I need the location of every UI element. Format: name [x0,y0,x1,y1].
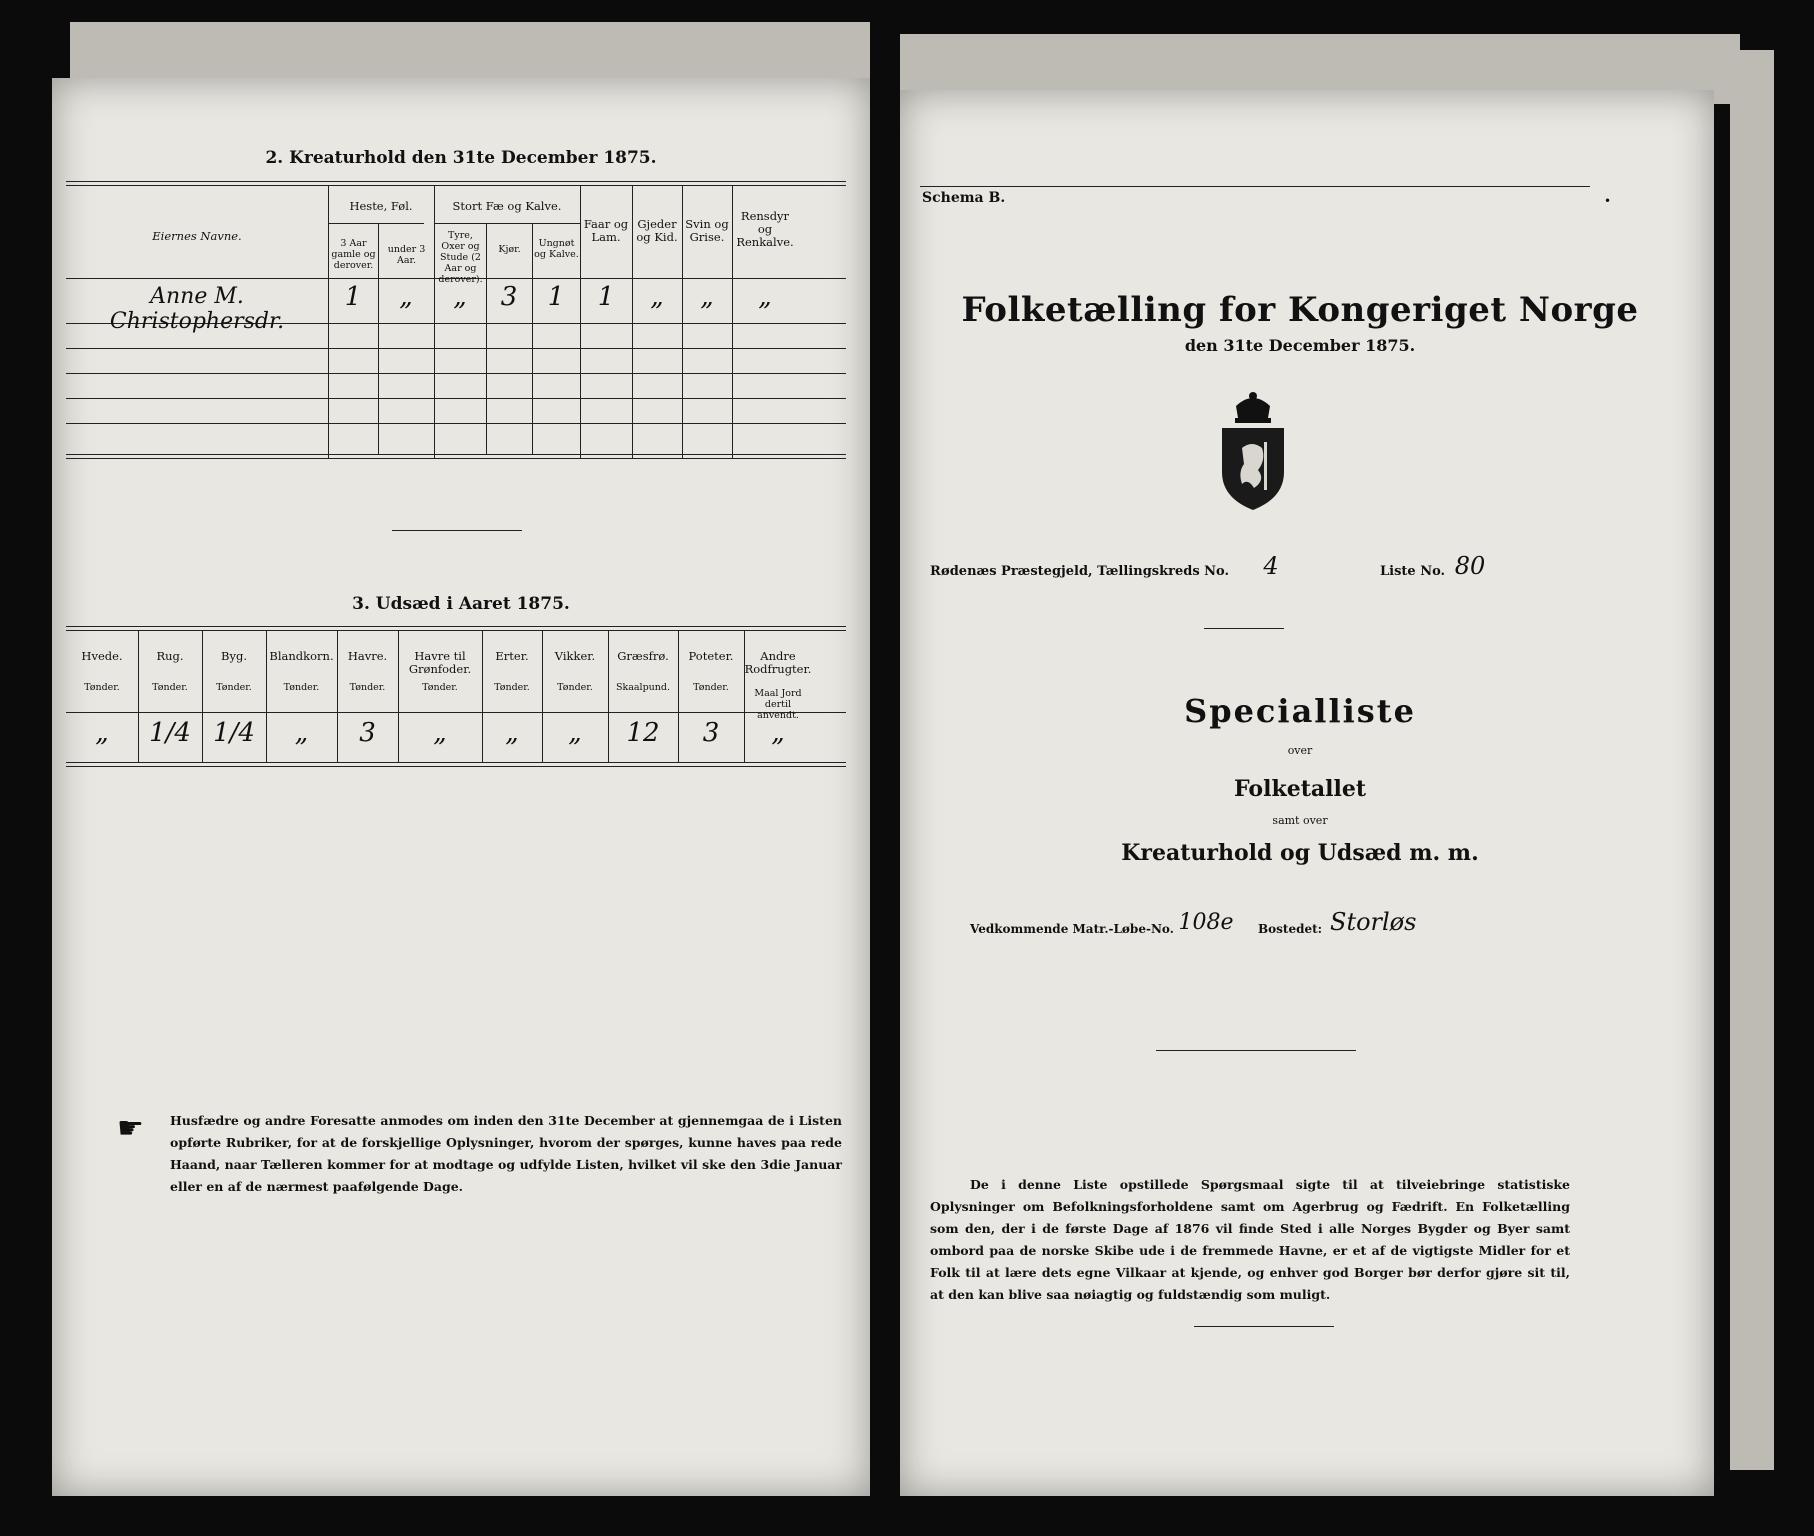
heste-header: Heste, Føl. [349,199,413,213]
right-page [900,90,1714,1496]
seed-col-unit: Tønder. [693,682,729,693]
seed-col-header: Havre til Grønfoder. [408,649,472,676]
faar-header: Faar og Lam. [583,217,629,244]
storfe-header: Stort Fæ og Kalve. [452,199,562,213]
matr-label: Vedkommende Matr.-Løbe-No. [970,922,1174,936]
seed-cell: 3 [359,718,376,748]
seed-cell: „ [771,718,785,748]
seed-col-unit: Skaalpund. [615,682,671,693]
seed-cell: 3 [702,718,720,748]
tellingskreds-number: 4 [1263,552,1279,580]
dot-mark: • [1604,194,1612,208]
table-rule [66,373,846,374]
table-rule [66,766,846,767]
table-rule [66,762,846,763]
table-rule [328,223,424,224]
left-page [52,78,870,1496]
gjeder-header: Gjeder og Kid. [636,217,678,244]
specialliste-title: Specialliste [1184,692,1416,730]
kjor-subheader: Kjør. [498,244,521,255]
seed-col-header: Havre. [347,649,388,663]
table-rule [434,185,435,458]
seed-col-unit: Tønder. [422,682,458,693]
coat-of-arms-icon [1208,388,1298,514]
folketallet-title: Folketallet [1234,776,1366,802]
table-rule [66,630,846,631]
matr-number: 108e [1178,910,1234,935]
seed-col-unit: Tønder. [557,682,593,693]
header-rule [920,186,1590,187]
seed-col-header: Erter. [495,649,529,663]
main-title: Folketælling for Kongeriget Norge [961,290,1639,330]
seed-col-unit: Tønder. [349,682,386,693]
date-line: den 31te December 1875. [1184,336,1416,355]
table-rule [66,185,846,186]
seed-cell: „ [505,718,519,748]
divider [1204,628,1284,629]
rensdyr-header: Rensdyr og Renkalve. [736,209,794,249]
owner-name: Anne M. Christophersdr. [109,284,285,334]
table-rule [66,423,846,424]
seed-cell: 1/4 [149,718,191,748]
seed-col-unit: Tønder. [84,682,120,693]
pointing-hand-icon: ☛ [117,1111,144,1146]
kreaturhold-title: Kreaturhold og Udsæd m. m. [1121,840,1479,866]
intro-text: De i denne Liste opstillede Spørgsmaal sigte til at tilveiebringe statistiske Oplysninger om Befolkningsforholdene samt om Agerbrug og Fædrift. En Folketælling som den, der i de første Dage af 1876 vil finde Sted i alle Norges Bygder og Byer samt ombord paa de norske Skibe ude i de fremmede Havne, er et af de vigtigste Midler for et Folk til at lære dets egne Vilkaar at kjende, og enhver god Borger bør derfor gjøre sit til, at den kan blive saa nøiagtig og fuldstændig som muligt. [930,1177,1570,1302]
table-rule [66,458,846,459]
cell-svin: „ [700,282,714,312]
cell-ungnot: 1 [547,282,565,312]
seed-col-header: Rug. [156,649,184,663]
schema-label: Schema B. [922,190,1006,206]
cell-faar: 1 [597,282,615,312]
seed-col-header: Blandkorn. [269,649,334,663]
seed-col-unit: Tønder. [216,682,252,693]
samt-over-text: samt over [1272,814,1328,827]
table-rule [434,223,580,224]
owner-header: Eiernes Navne. [152,229,242,243]
liste-label: Liste No. [1380,564,1446,579]
tyre-subheader: Tyre, Oxer og Stude (2 Aar og derover). [438,230,483,285]
table-rule [66,398,846,399]
seed-cell: „ [433,718,447,748]
svin-header: Svin og Grise. [685,217,729,244]
prestegjeld-label: Rødenæs Præstegjeld, Tællingskreds No. [930,564,1230,579]
seed-col-header: Andre Rodfrugter. [744,649,812,676]
table-rule [486,223,487,454]
bosted-label: Bostedet: [1258,922,1323,936]
seed-col-unit: Maal Jord dertil anvendt. [754,688,802,721]
cell-tyre: „ [453,282,467,312]
ungnot-subheader: Ungnøt og Kalve. [534,238,579,260]
heste-3aar-subheader: 3 Aar gamle og derover. [331,238,376,271]
seed-col-header: Græsfrø. [617,649,669,663]
table-rule [66,626,846,627]
seed-cell: 1/4 [213,718,255,748]
section2-title: 2. Kreaturhold den 31te December 1875. [265,148,657,168]
liste-number: 80 [1454,552,1486,580]
seed-col-unit: Tønder. [283,682,320,693]
cell-rensdyr: „ [758,282,772,312]
seed-col-header: Byg. [221,649,247,663]
table-rule [66,454,846,455]
over-text-1: over [1287,744,1313,757]
cell-kjor: 3 [500,282,518,312]
section3-title: 3. Udsæd i Aaret 1875. [352,594,570,614]
divider [1194,1326,1334,1327]
cell-gjeder: „ [650,282,664,312]
seed-cell: 12 [626,718,660,748]
seed-col-unit: Tønder. [494,682,530,693]
notice-text: Husfædre og andre Foresatte anmodes om inden den 31te December at gjennemgaa de i Listen opførte Rubriker, for at de forskjellige Oplysninger, hvorom der spørges, kunne haves paa rede Haand, naar Tælleren kommer for at modtage og udfylde Listen, hvilket vil ske den 3die Januar eller en af de nærmest paafølgende Dage. [170,1113,842,1194]
table-rule [66,181,846,182]
cell-heste: 1 [344,282,362,312]
divider [1156,1050,1356,1051]
seed-col-header: Vikker. [554,649,596,663]
seed-col-header: Poteter. [688,649,734,663]
table-rule [66,348,846,349]
seed-cell: „ [294,718,309,748]
bosted-value: Storløs [1330,908,1417,936]
cell-under3: „ [399,282,413,312]
seed-col-unit: Tønder. [152,682,188,693]
seed-cell: „ [95,718,109,748]
seed-col-header: Hvede. [81,649,123,663]
table-rule [66,712,846,713]
divider [392,530,522,531]
page-stack-side-right [1730,50,1774,1470]
seed-cell: „ [568,718,582,748]
heste-under3-subheader: under 3 Aar. [387,244,426,266]
table-rule [328,185,329,458]
